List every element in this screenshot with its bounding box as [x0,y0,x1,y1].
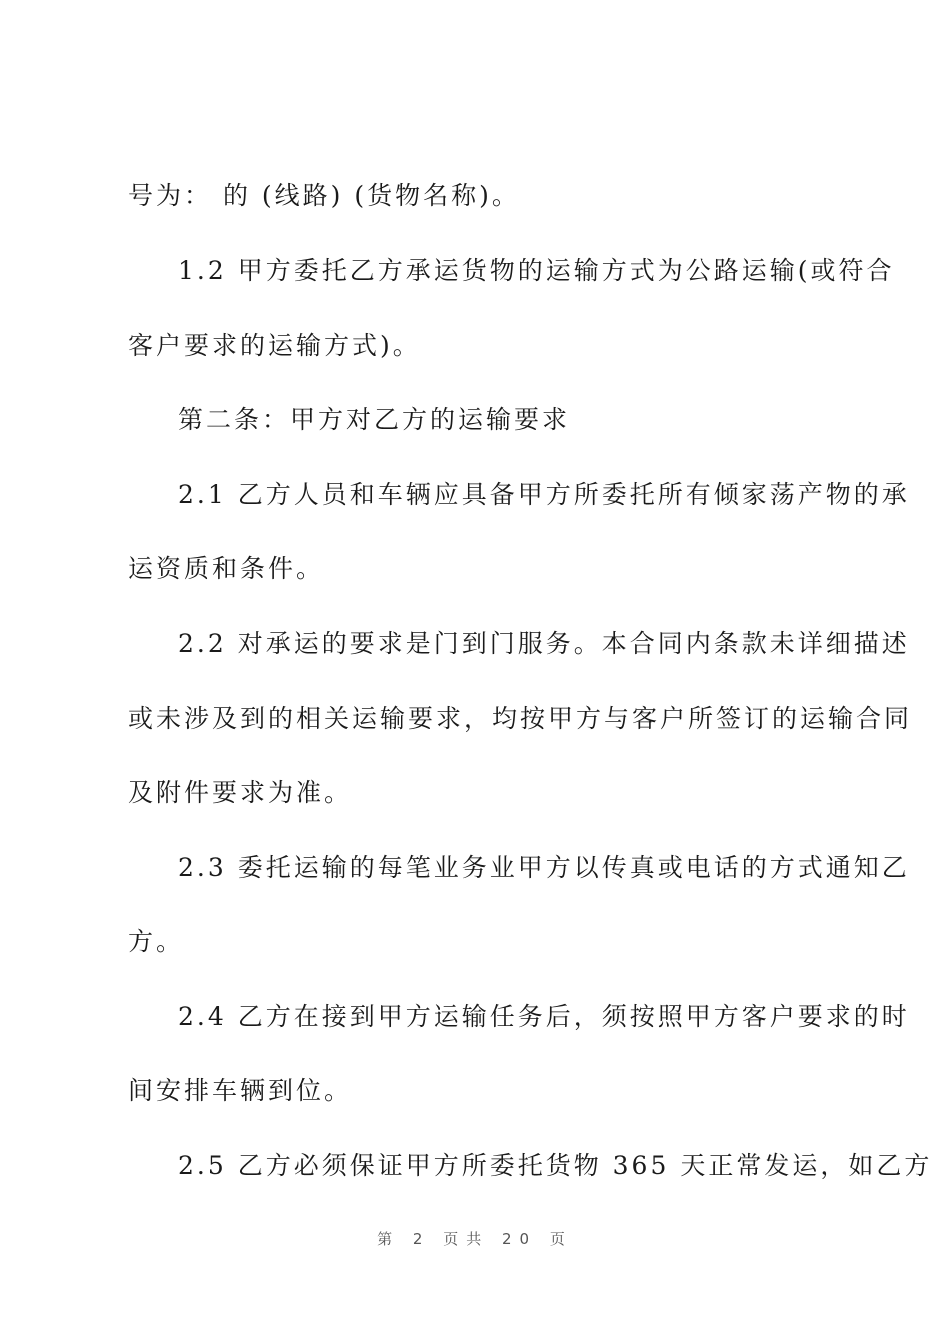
text-line-12: 2.4 乙方在接到甲方运输任务后，须按照甲方客户要求的时 [178,1002,910,1031]
text-line-11: 方。 [128,927,185,956]
text-line-5: 2.1 乙方人员和车辆应具备甲方所委托所有倾家荡产物的承 [178,480,910,509]
text-line-14: 2.5 乙方必须保证甲方所委托货物 365 天正常发运，如乙方 [178,1151,933,1180]
text-line-10: 2.3 委托运输的每笔业务业甲方以传真或电话的方式通知乙 [178,853,910,882]
page-number: 第 2 页共 20 页 [377,1230,573,1248]
text-line-7: 2.2 对承运的要求是门到门服务。本合同内条款未详细描述 [178,629,910,658]
text-line-8: 或未涉及到的相关运输要求，均按甲方与客户所签订的运输合同 [128,704,913,733]
text-line-2: 1.2 甲方委托乙方承运货物的运输方式为公路运输(或符合 [178,256,895,285]
section-heading: 第二条：甲方对乙方的运输要求 [178,405,571,434]
text-line-3: 客户要求的运输方式)。 [128,331,421,360]
text-line-1: 号为： 的 (线路) (货物名称)。 [128,181,520,210]
text-line-9: 及附件要求为准。 [128,778,353,807]
text-line-6: 运资质和条件。 [128,554,325,583]
text-line-13: 间安排车辆到位。 [128,1076,353,1105]
